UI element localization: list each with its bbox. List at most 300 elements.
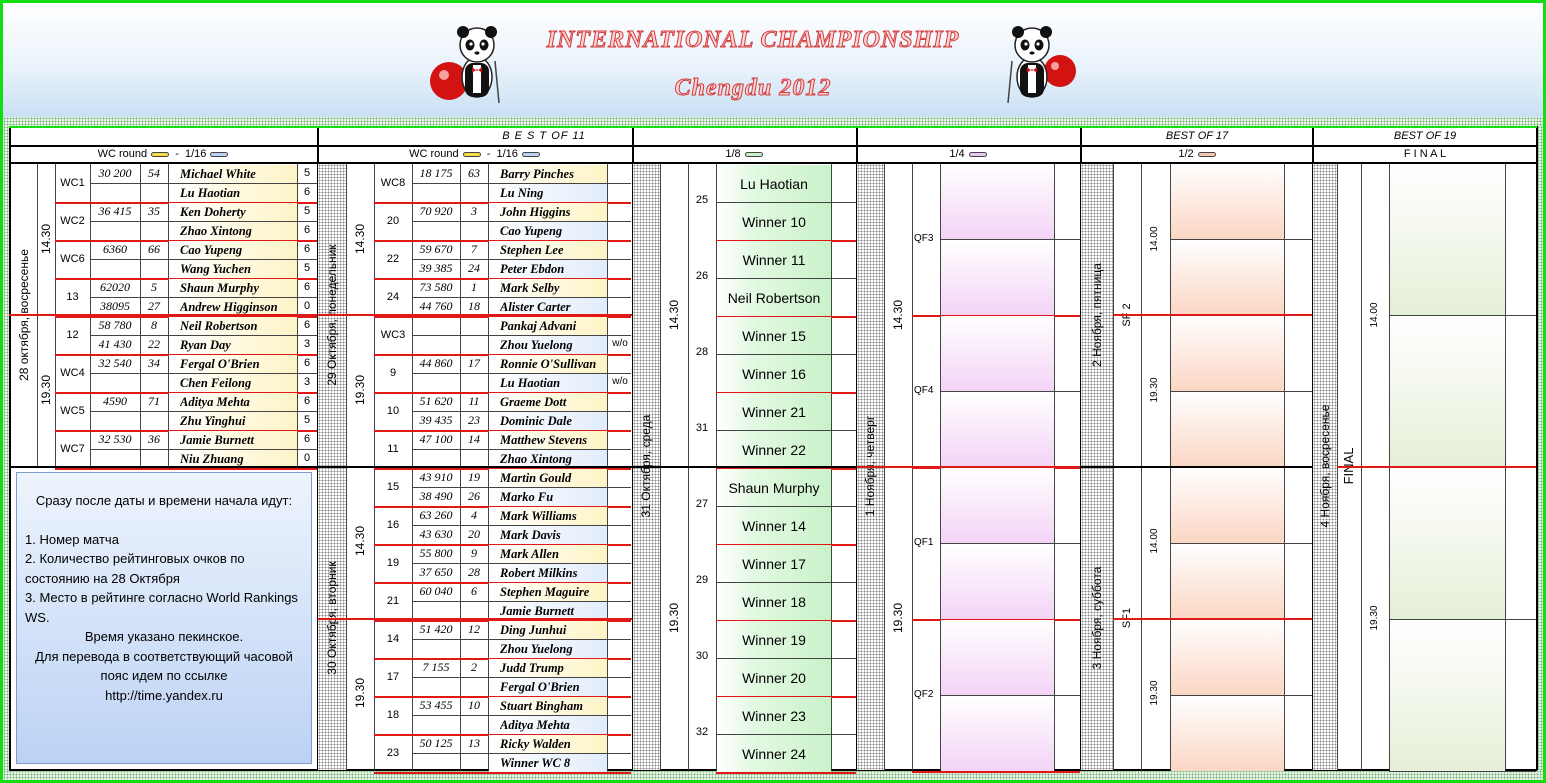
match-number: 27 — [695, 498, 709, 510]
player-name: Judd Trump — [500, 661, 564, 675]
qf-slot-bg — [941, 544, 1054, 619]
r8-slot: Shaun Murphy — [717, 469, 831, 506]
rating-points: 59 670 — [419, 242, 453, 256]
match-code: 21 — [386, 595, 400, 607]
player-name: Zhao Xintong — [500, 452, 572, 466]
player-name: Jamie Burnett — [500, 604, 574, 618]
board-top-edge — [9, 126, 1537, 128]
player-name: Peter Ebdon — [500, 262, 565, 276]
qf-slot-bg — [941, 696, 1054, 771]
frame-score: 0 — [303, 452, 311, 464]
rating-points: 55 800 — [419, 546, 453, 560]
ranking-position: 36 — [148, 432, 160, 446]
r8-slot: Winner 11 — [717, 241, 831, 278]
time-label: 14.30 — [353, 223, 367, 255]
player-name: Andrew Higginson — [180, 300, 278, 314]
ranking-position: 5 — [151, 280, 157, 294]
player-name: Zhu Yinghui — [180, 414, 246, 428]
day-label-3nov: 3 Ноября, суббота — [1090, 566, 1104, 670]
final-slot-bg — [1390, 468, 1505, 619]
match-number: 30 — [695, 650, 709, 662]
championship-subtitle: Chengdu 2012 — [674, 75, 832, 101]
player-name: Ronnie O'Sullivan — [500, 357, 597, 371]
match-code: 9 — [389, 367, 397, 379]
qf-slot-bg — [941, 468, 1054, 543]
time-label: 19.30 — [667, 602, 681, 634]
round-color-pill — [522, 152, 540, 157]
rating-points: 58 780 — [98, 318, 132, 332]
rating-points — [412, 639, 460, 658]
panda-logo-right — [1000, 23, 1080, 105]
match-divider — [912, 771, 1080, 773]
session-divider — [1113, 618, 1312, 620]
ranking-position: 63 — [468, 166, 480, 180]
qf-label: QF2 — [914, 689, 934, 700]
time-label: 14.00 — [1149, 528, 1160, 554]
rating-points — [412, 373, 460, 392]
rating-points: 43 910 — [419, 470, 453, 484]
rating-points — [412, 715, 460, 734]
info-line: Сразу после даты и времени начала идут: — [35, 493, 293, 508]
r8-slot: Neil Robertson — [717, 279, 831, 316]
r8-slot: Winner 15 — [717, 317, 831, 354]
sf-slot-bg — [1171, 316, 1284, 391]
match-code: 24 — [386, 291, 400, 303]
player-name: Graeme Dott — [500, 395, 567, 409]
ranking-position — [460, 753, 488, 772]
match-code: WC4 — [60, 367, 85, 379]
frame-score: 6 — [303, 319, 311, 331]
walkover-note — [607, 202, 633, 221]
match-code: 11 — [387, 443, 399, 455]
ranking-position: 34 — [148, 356, 160, 370]
r8-slot: Winner 24 — [717, 735, 831, 772]
match-code: 17 — [386, 671, 400, 683]
player-name: Zhou Yuelong — [500, 642, 573, 656]
ranking-position — [460, 677, 488, 696]
frame-score: 6 — [303, 357, 311, 369]
frame-score: 3 — [303, 376, 311, 388]
player-name: Stephen Lee — [500, 243, 564, 257]
rating-points — [90, 373, 140, 392]
slot-divider — [1389, 771, 1536, 772]
frame-score: 5 — [303, 167, 311, 179]
match-number: 26 — [695, 270, 709, 282]
qf-slot-bg — [941, 392, 1054, 467]
match-number: 32 — [695, 726, 709, 738]
player-name: Cao Yupeng — [500, 224, 563, 238]
ranking-position: 20 — [468, 527, 480, 541]
ranking-position — [460, 221, 488, 240]
rating-points — [412, 183, 460, 202]
player-name: Lu Ning — [500, 186, 544, 200]
qf-slot-bg — [941, 620, 1054, 695]
best-of-19-label: BEST OF 19 — [1393, 130, 1457, 142]
time-label: 14.30 — [39, 223, 53, 255]
match-divider — [55, 468, 317, 470]
match-number: 25 — [695, 194, 709, 206]
r8-slot: Winner 16 — [717, 355, 831, 392]
final-slot-bg — [1390, 164, 1505, 315]
rating-points: 41 430 — [98, 337, 132, 351]
frame-score: 3 — [303, 338, 311, 350]
ranking-position — [460, 715, 488, 734]
r12-header-part: 1/2 — [1178, 148, 1194, 160]
ranking-position: 14 — [468, 432, 480, 446]
rating-points — [412, 221, 460, 240]
ranking-position: 11 — [468, 394, 480, 408]
match-code: 14 — [386, 633, 400, 645]
rating-points — [412, 316, 460, 335]
frame-score: 5 — [303, 205, 311, 217]
match-code: 10 — [386, 405, 400, 417]
rating-points — [90, 411, 140, 430]
walkover-note — [607, 658, 633, 677]
ranking-position: 23 — [468, 413, 480, 427]
session-divider — [1113, 314, 1312, 316]
ranking-position — [460, 335, 488, 354]
board-edge — [9, 126, 11, 770]
ranking-position: 10 — [468, 698, 480, 712]
mid-round-header-part: 1/16 — [496, 148, 518, 160]
frame-score: 6 — [303, 186, 311, 198]
section-divider — [318, 466, 632, 468]
mid-round-header-part: WC round — [409, 148, 459, 160]
walkover-note — [607, 316, 633, 335]
ranking-position — [460, 183, 488, 202]
r8-slot: Winner 17 — [717, 545, 831, 582]
r8-slot: Winner 14 — [717, 507, 831, 544]
walkover-note — [607, 354, 633, 373]
final-slot-bg — [1390, 316, 1505, 467]
header-divider — [3, 117, 1543, 126]
qf-slot-bg — [941, 240, 1054, 315]
player-name: Dominic Dale — [500, 414, 572, 428]
player-name: Ding Junhui — [500, 623, 567, 637]
info-line: http://time.yandex.ru — [105, 687, 223, 703]
session-divider — [318, 314, 632, 316]
walkover-note — [607, 525, 633, 544]
player-name: Neil Robertson — [180, 319, 258, 333]
frame-score: 5 — [303, 262, 311, 274]
frame-score: 5 — [303, 414, 311, 426]
player-name: Chen Feilong — [180, 376, 252, 390]
day-label-4nov: 4 Ноября, восресенье — [1318, 404, 1332, 528]
sf-slot-bg — [1171, 620, 1284, 695]
walkover-note — [607, 563, 633, 582]
dash: - — [480, 148, 497, 160]
rating-points: 44 860 — [419, 356, 453, 370]
slot-divider — [940, 695, 1080, 696]
player-name: Barry Pinches — [500, 167, 574, 181]
walkover-note — [607, 544, 633, 563]
walkover-note — [607, 392, 633, 411]
r14-header-part: 1/4 — [949, 148, 965, 160]
info-line: 2. Количество рейтинговых очков по состоянию на 28 Октября — [25, 551, 245, 586]
dash: - — [169, 148, 185, 160]
ranking-position: 54 — [148, 166, 160, 180]
frame-score: 6 — [303, 243, 311, 255]
board-edge — [1536, 126, 1538, 770]
ranking-position: 4 — [471, 508, 477, 522]
walkover-note — [607, 696, 633, 715]
info-line: Для перевода в соответствующий часовой пояс идем по ссылке — [35, 648, 293, 683]
time-label: 19.30 — [891, 602, 905, 634]
ranking-position: 18 — [468, 299, 480, 313]
walkover-note — [607, 430, 633, 449]
r14-header — [857, 146, 1079, 162]
walkover-note — [607, 620, 633, 639]
match-code: WC8 — [380, 177, 406, 189]
frame-score: 6 — [303, 395, 311, 407]
qf-label: QF3 — [914, 233, 934, 244]
walkover-note — [607, 278, 633, 297]
ranking-position: 27 — [148, 299, 160, 313]
walkover-note: w/o — [612, 376, 628, 387]
left-round-header — [9, 146, 317, 162]
info-line: Время указано пекинское. — [84, 629, 244, 644]
left-round-header-part: WC round — [97, 148, 148, 160]
slot-divider — [1170, 695, 1312, 696]
qf-label: QF1 — [914, 537, 934, 548]
walkover-note — [607, 753, 633, 772]
player-name: Stuart Bingham — [500, 699, 584, 713]
slot-divider — [940, 391, 1080, 392]
sf-slot-bg — [1171, 240, 1284, 315]
slot-divider — [940, 239, 1080, 240]
slot-divider — [1170, 239, 1312, 240]
ranking-position: 17 — [468, 356, 480, 370]
sf-slot-bg — [1171, 468, 1284, 543]
player-name: Aditya Mehta — [180, 395, 250, 409]
rating-points: 47 100 — [419, 432, 453, 446]
player-name: Martin Gould — [500, 471, 572, 485]
championship-title: INTERNATIONAL CHAMPIONSHIP — [546, 27, 960, 53]
section-divider — [9, 466, 317, 468]
info-note — [16, 472, 312, 764]
time-label: 19.30 — [353, 677, 367, 709]
player-name: Matthew Stevens — [500, 433, 588, 447]
player-name: Jamie Burnett — [180, 433, 254, 447]
ranking-position — [460, 316, 488, 335]
player-name: Mark Williams — [500, 509, 577, 523]
rating-points — [90, 183, 140, 202]
ranking-position: 13 — [468, 736, 480, 750]
time-label: 14.30 — [353, 525, 367, 557]
player-name: Robert Milkins — [500, 566, 578, 580]
rating-points: 63 260 — [419, 508, 453, 522]
walkover-note — [607, 259, 633, 278]
panda-logo-left — [429, 23, 509, 105]
round-color-pill — [1198, 152, 1216, 157]
match-code: 13 — [66, 291, 79, 303]
rating-points: 38 490 — [419, 489, 453, 503]
walkover-note — [607, 734, 633, 753]
ranking-position: 2 — [471, 660, 477, 674]
slot-divider — [940, 543, 1080, 544]
rating-points: 51 620 — [419, 394, 453, 408]
match-code: 19 — [386, 557, 400, 569]
walkover-note — [607, 183, 633, 202]
r8-slot: Winner 23 — [717, 697, 831, 734]
player-name: Aditya Mehta — [500, 718, 570, 732]
final-header-part: F I N A L — [1403, 148, 1447, 160]
walkover-note — [607, 639, 633, 658]
r8-slot: Lu Haotian — [717, 165, 831, 202]
rating-points: 70 920 — [419, 204, 453, 218]
rating-points: 30 200 — [98, 166, 132, 180]
rating-points: 37 650 — [419, 565, 453, 579]
best-of-17-label: BEST OF 17 — [1165, 130, 1229, 142]
player-name: Marko Fu — [500, 490, 554, 504]
ranking-position: 3 — [471, 204, 477, 218]
left-round-header-part: 1/16 — [185, 148, 207, 160]
rating-points: 62020 — [100, 280, 130, 294]
time-label: 19.30 — [39, 374, 53, 406]
sf-slot-bg — [1171, 696, 1284, 771]
rating-points: 4590 — [103, 394, 127, 408]
rating-points: 60 040 — [419, 584, 453, 598]
walkover-note — [607, 240, 633, 259]
rating-points — [90, 259, 140, 278]
r8-slot: Winner 21 — [717, 393, 831, 430]
round-color-pill — [151, 152, 169, 157]
day-label-2nov: 2 Ноября, пятница — [1090, 263, 1104, 367]
round-color-pill — [969, 152, 987, 157]
ranking-position: 9 — [471, 546, 477, 560]
ranking-position — [460, 373, 488, 392]
rating-points: 39 385 — [419, 261, 453, 275]
r12-header — [1081, 146, 1313, 162]
r18-header-part: 1/8 — [725, 148, 741, 160]
match-code: WC6 — [60, 253, 85, 265]
rating-points: 44 760 — [419, 299, 453, 313]
r18-header — [633, 146, 855, 162]
sf-slot-bg — [1171, 164, 1284, 239]
walkover-note — [607, 487, 633, 506]
header-row-line — [9, 162, 1537, 164]
player-name: Fergal O'Brien — [500, 680, 580, 694]
match-code: 18 — [386, 709, 400, 721]
ranking-position — [140, 259, 168, 278]
round-color-pill — [210, 152, 228, 157]
mid-round-header — [318, 146, 631, 162]
final-slot-bg — [1390, 620, 1505, 771]
time-label: 19.30 — [1369, 605, 1380, 631]
session-divider — [318, 618, 632, 620]
player-name: Lu Haotian — [180, 186, 241, 200]
rating-points: 43 630 — [419, 527, 453, 541]
player-name: Shaun Murphy — [180, 281, 259, 295]
walkover-note — [607, 582, 633, 601]
sf-slot-bg — [1171, 392, 1284, 467]
time-label: 19.30 — [353, 374, 367, 406]
qf-slot-bg — [941, 164, 1054, 239]
ranking-position: 19 — [468, 470, 480, 484]
ranking-position: 8 — [151, 318, 157, 332]
match-number: 29 — [695, 574, 709, 586]
ranking-position: 28 — [468, 565, 480, 579]
section-divider — [1081, 466, 1312, 468]
frame-score: 0 — [303, 300, 311, 312]
info-line: 1. Номер матча — [25, 531, 119, 547]
rating-points: 73 580 — [419, 280, 453, 294]
player-name: Ken Doherty — [180, 205, 246, 219]
walkover-note: w/o — [612, 338, 628, 349]
match-code: WC5 — [60, 405, 85, 417]
player-name: Mark Davis — [500, 528, 561, 542]
player-name: Niu Zhuang — [180, 452, 244, 466]
rating-points — [412, 753, 460, 772]
player-name: Lu Haotian — [500, 376, 561, 390]
ranking-position: 24 — [468, 261, 480, 275]
match-number: 31 — [695, 422, 709, 434]
rating-points: 39 435 — [419, 413, 453, 427]
slot-divider — [1170, 391, 1312, 392]
time-label: 14.00 — [1369, 302, 1380, 328]
r8-slot: Winner 10 — [717, 203, 831, 240]
walkover-note — [607, 506, 633, 525]
match-code: 12 — [66, 329, 79, 341]
player-name: Zhou Yuelong — [500, 338, 573, 352]
rating-points: 32 540 — [98, 356, 132, 370]
session-divider — [9, 314, 317, 316]
tournament-bracket — [9, 126, 1537, 770]
walkover-note — [607, 164, 633, 183]
ranking-position: 22 — [148, 337, 160, 351]
qf-label: QF4 — [914, 385, 934, 396]
player-name: Mark Allen — [500, 547, 559, 561]
walkover-note — [607, 715, 633, 734]
match-code: 15 — [386, 481, 400, 493]
ranking-position: 66 — [148, 242, 160, 256]
match-code: 16 — [386, 519, 400, 531]
ranking-position: 35 — [148, 204, 160, 218]
match-code: WC7 — [60, 443, 85, 455]
player-name: Fergal O'Brien — [180, 357, 260, 371]
round-color-pill — [463, 152, 481, 157]
player-name: Ryan Day — [180, 338, 231, 352]
player-name: Stephen Maguire — [500, 585, 590, 599]
rating-points: 7 155 — [422, 660, 450, 674]
match-code: WC2 — [60, 215, 85, 227]
r8-slot: Winner 18 — [717, 583, 831, 620]
walkover-note — [607, 677, 633, 696]
player-name: John Higgins — [500, 205, 571, 219]
rating-points: 51 420 — [419, 622, 453, 636]
ranking-position: 12 — [468, 622, 480, 636]
rating-points: 18 175 — [419, 166, 453, 180]
round-color-pill — [745, 152, 763, 157]
player-name: Pankaj Advani — [500, 319, 577, 333]
ranking-position: 7 — [471, 242, 477, 256]
player-name: Zhao Xintong — [180, 224, 252, 238]
rating-points: 53 455 — [419, 698, 453, 712]
ranking-position — [140, 221, 168, 240]
time-label: 14.30 — [891, 299, 905, 331]
match-divider — [716, 772, 856, 774]
rating-points — [412, 677, 460, 696]
walkover-note — [607, 221, 633, 240]
info-line: 3. Место в рейтинге согласно World Rankings WS. — [25, 590, 298, 625]
match-number: 28 — [695, 346, 709, 358]
player-name: Ricky Walden — [500, 737, 571, 751]
frame-score: 6 — [303, 224, 311, 236]
ranking-position — [140, 373, 168, 392]
section-divider — [633, 466, 856, 468]
ranking-position: 26 — [468, 489, 480, 503]
rating-points: 38095 — [100, 299, 130, 313]
